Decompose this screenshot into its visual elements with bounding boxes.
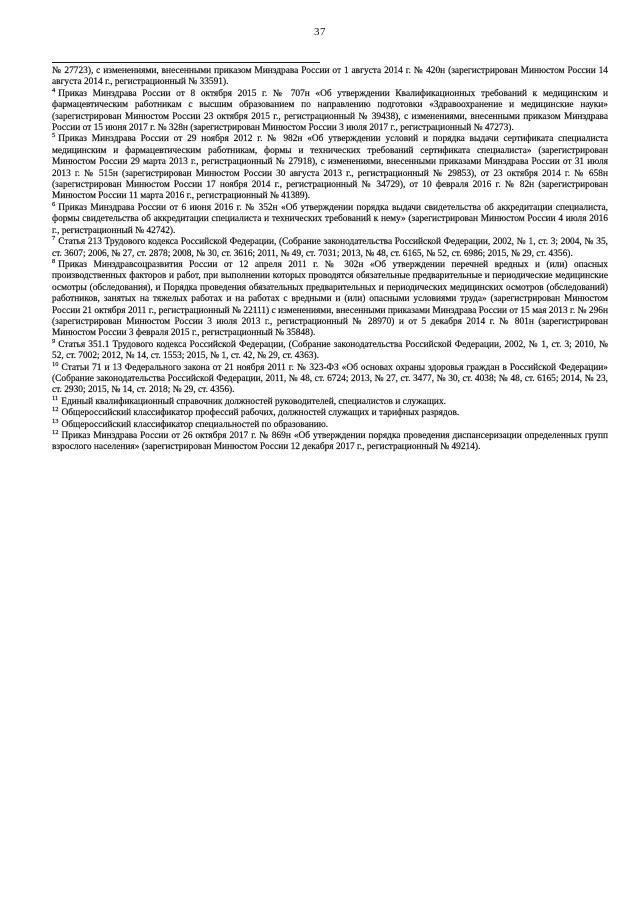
footnote-separator (52, 62, 320, 63)
footnote-12-second (52, 431, 608, 454)
footnote-text: Общероссийский классификатор профессий рабочих, должностей служащих и тарифных разрядов. (61, 408, 460, 419)
footnote-mark: 4 (52, 86, 56, 94)
footnote-text: Приказ Минздрава России от 26 октября 2017 г. № 869н «Об утверждении порядка проведения диспансеризации определенных групп взрослого населения» (зарегистрирован Минюстом России 12 декабря 2017 г., регистрационный № 49214). (52, 431, 608, 453)
footnote-7 (52, 237, 608, 260)
footnotes-block (52, 66, 608, 454)
footnote-mark: 13 (52, 417, 59, 425)
footnote-mark: 7 (52, 235, 56, 243)
footnote-13 (52, 417, 608, 431)
footnote-text: Приказ Минздрава России от 6 июня 2016 г. № 352н «Об утверждении порядка выдачи свидетельства об аккредитации специалиста, формы свидетельства об аккредитации специалиста и технических требований к нему» (зарегистрирован Минюстом России 4 июля 2016 г., регистрационный № 42742). (52, 202, 608, 236)
footnote-text: № 27723), с изменениями, внесенными приказом Минздрава России от 1 августа 2014 г. № 420н (зарегистрирован Минюстом России 14 августа 2014 г., регистрационный № 33591). (52, 66, 608, 88)
page-number: 37 (314, 26, 326, 38)
footnote-text: Приказ Минздрава России от 8 октября 2015 г. № 707н «Об утверждении Квалификационных требований к медицинским и фармацевтическим работникам с высшим образованием по направлению подготовки «Здравоохранение и медицинские науки» (зарегистрирован Минюстом России 23 октября 2015 г., регистрационный № 39438), с изменениями, внесенными приказом Минздрава России от 15 июня 2017 г. № 328н (зарегистрирован Минюстом России 3 июля 2017 г., регистрационный № 47273). (52, 88, 608, 134)
footnote-mark: 6 (52, 200, 56, 208)
footnote-mark: 5 (52, 132, 56, 140)
footnote-mark: 10 (52, 360, 59, 368)
footnote-text: Статья 351.1 Трудового кодекса Российской Федерации, (Собрание законодательства Российской Федерации, 2002, № 1, ст. 3; 2010, № 52, ст. 7002; 2012, № 14, ст. 1553; 2015, № 1, ст. 42, № 29, ст. 4363). (52, 339, 608, 362)
footnote-text: Статья 213 Трудового кодекса Российской Федерации, (Собрание законодательства Российской Федерации, 2002, № 1, ст. 3; 2004, № 35, ст. 3607; 2006, № 27, ст. 2878; 2008, № 30, ст. 3616; 2011, № 49, ст. 7031; 2013, № 48, ст. 6165, № 52, ст. 6986; 2015, № 29, ст. 4356). (52, 237, 608, 259)
footnote-mark: 9 (52, 337, 56, 345)
footnote-text: Общероссийский классификатор специальностей по образованию. (61, 419, 329, 430)
footnote-6 (52, 200, 608, 237)
footnote-text: Статьи 71 и 13 Федерального закона от 21 ноября 2011 г. № 323-ФЗ «Об основах охраны здоровья граждан в Российской Федерации» (Собрание законодательства Российской Федерации, 2011, № 48, ст. 6724; 2013, № 27, ст. 3477, № 30, ст. 4038; № 48, ст. 6165; 2014, № 23, ст. 2930; 2015, № 14, ст. 2018; № 29, ст. 4356). (52, 362, 608, 396)
footnote-mark: 11 (52, 394, 59, 402)
footnote-10 (52, 360, 608, 397)
footnote-mark: 8 (52, 257, 56, 265)
footnote-4 (52, 86, 608, 135)
footnote-mark: 12 (52, 429, 59, 436)
footnote-mark: 12 (52, 406, 59, 414)
footnote-12 (52, 408, 608, 419)
footnote-text: Приказ Минздрава России от 29 ноября 2012 г. № 982н «Об утверждении условий и порядка выдачи сертификата специалиста медицинским и фармацевтическим работникам, формы и технических требований сертификата специалиста» (зарегистрирован Минюстом России 29 марта 2013 г., регистрационный № 27918), с изменениями, внесенными приказами Минздрава России от 31 июля 2013 г. № 515н (зарегистрирован Минюстом России 30 августа 2013 г., регистрационный № 29853), от 23 октября 2014 г. № 658н (зарегистрирован Минюстом России 17 ноября 2014 г., регистрационный № 34729), от 10 февраля 2016 г. № 82н (зарегистрирован Минюстом России 11 марта 2016 г., регистрационный № 41389). (52, 134, 608, 202)
footnote-continuation (52, 66, 608, 89)
footnote-8 (52, 257, 608, 340)
footnote-text: Единый квалификационный справочник должностей руководителей, специалистов и служащих. (61, 396, 446, 407)
footnote-9 (52, 337, 608, 363)
footnote-text: Приказ Минздравсоцразвития России от 12 апреля 2011 г. № 302н «Об утверждении перечней вредных и (или) опасных производственных факторов и работ, при выполнении которых проводятся обязательные предварительные и периодические медицинские осмотры (обследования), и Порядка проведения обязательных предварительных и периодических медицинских осмотров (обследований) работников, занятых на тяжелых работах и на работах с вредными и (или) опасными условиями труда» (зарегистрирован Минюстом России 21 октября 2011 г., регистрационный № 22111) с изменениями, внесенными приказами Минздрава России от 15 мая 2013 г. № 296н (зарегистрирован Минюстом России 3 июля 2013 г., регистрационный № 28970) и от 5 декабря 2014 г. № 801н (зарегистрирован Минюстом России 3 февраля 2015 г., регистрационный № 35848). (52, 259, 608, 339)
footnote-11 (52, 394, 608, 408)
footnote-5 (52, 134, 608, 202)
